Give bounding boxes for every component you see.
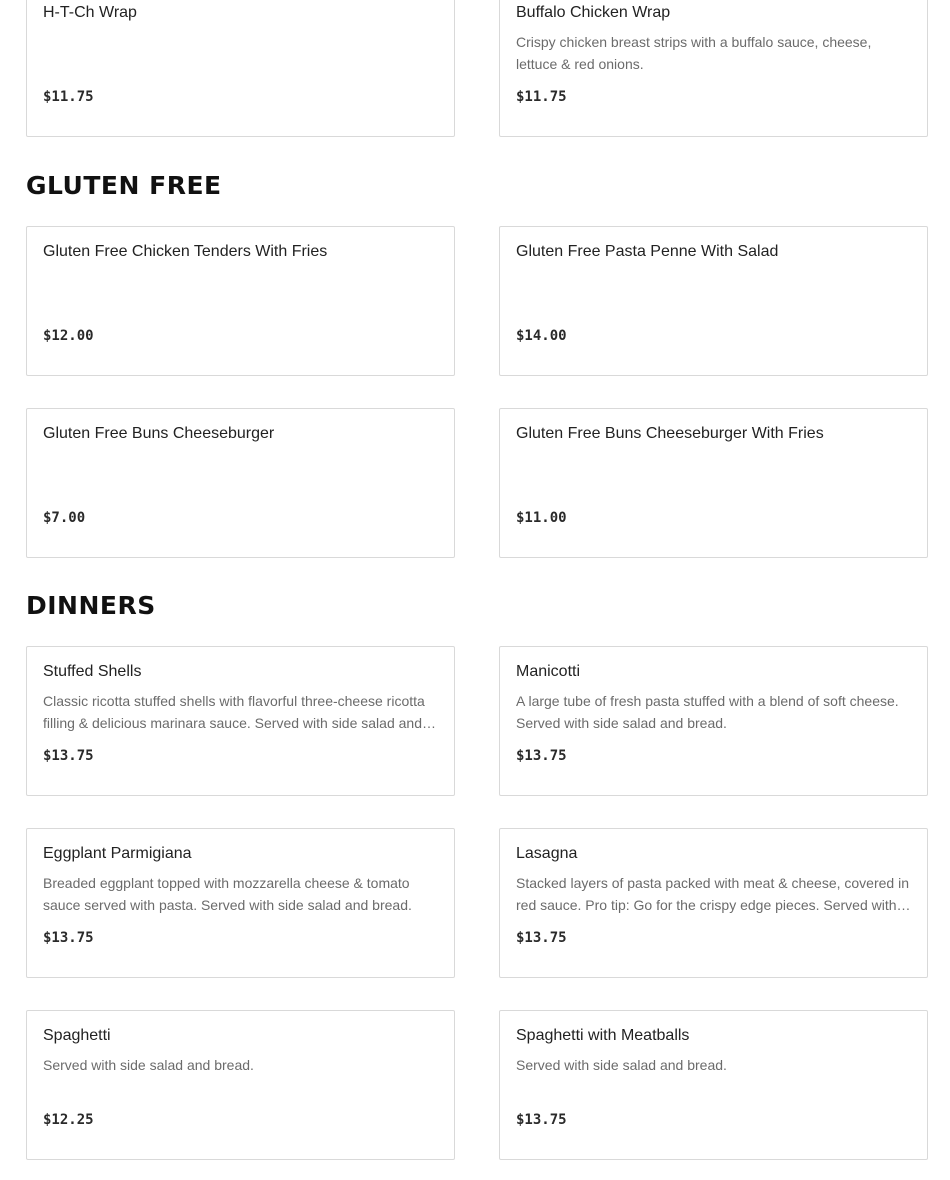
menu-item-price: $13.75 — [43, 930, 94, 946]
section-title-dinners: DINNERS — [26, 591, 156, 620]
menu-item-price: $11.75 — [516, 89, 567, 105]
menu-item-name: Gluten Free Pasta Penne With Salad — [516, 243, 779, 260]
menu-item-price: $13.75 — [43, 748, 94, 764]
menu-item-price: $14.00 — [516, 328, 567, 344]
menu-item-card[interactable] — [26, 646, 455, 796]
menu-item-card[interactable] — [499, 226, 928, 376]
menu-item-card[interactable] — [499, 408, 928, 558]
menu-item-price: $12.00 — [43, 328, 94, 344]
menu-item-card[interactable] — [499, 828, 928, 978]
menu-item-card[interactable] — [499, 1010, 928, 1160]
menu-item-card[interactable] — [26, 408, 455, 558]
menu-item-price: $11.00 — [516, 510, 567, 526]
menu-item-description: Served with side salad and bread. — [43, 1057, 254, 1073]
menu-item-name: Gluten Free Buns Cheeseburger — [43, 425, 275, 442]
menu-item-card[interactable] — [26, 828, 455, 978]
menu-item-description: A large tube of fresh pasta stuffed with a blend of soft cheese. Served with side salad and bread. — [516, 693, 899, 731]
menu-item-name: Gluten Free Chicken Tenders With Fries — [43, 243, 328, 260]
menu-item-price: $11.75 — [43, 89, 94, 105]
menu-item-price: $7.00 — [43, 510, 86, 526]
menu-item-name: Spaghetti with Meatballs — [516, 1027, 690, 1044]
menu-item-price: $13.75 — [516, 930, 567, 946]
menu-item-name: Stuffed Shells — [43, 663, 142, 680]
section-title-gluten-free: GLUTEN FREE — [26, 171, 222, 200]
menu-item-card[interactable] — [26, 226, 455, 376]
menu-item-name: Lasagna — [516, 845, 578, 862]
menu-item-description: Stacked layers of pasta packed with meat & cheese, covered in red sauce. Pro tip: Go for the crispy edge pieces. Served with — [516, 875, 909, 913]
menu-item-name: Spaghetti — [43, 1027, 111, 1044]
menu-item-name: Gluten Free Buns Cheeseburger With Fries — [516, 425, 824, 442]
menu-item-name: Eggplant Parmigiana — [43, 845, 192, 862]
menu-item-card[interactable] — [26, 0, 455, 137]
menu-item-description: Classic ricotta stuffed shells with flavorful three-cheese ricotta filling & delicious marinara sauce. Served with side salad and — [43, 693, 425, 731]
menu-item-name: H-T-Ch Wrap — [43, 4, 137, 21]
menu-item-description: Served with side salad and bread. — [516, 1057, 727, 1073]
menu-item-price: $13.75 — [516, 748, 567, 764]
menu-item-price: $12.25 — [43, 1112, 94, 1128]
menu-item-card[interactable] — [26, 1010, 455, 1160]
menu-item-name: Manicotti — [516, 663, 581, 680]
menu-item-card[interactable] — [499, 0, 928, 137]
menu-item-description: Breaded eggplant topped with mozzarella cheese & tomato sauce served with pasta. Served with side salad and bread. — [43, 875, 412, 913]
menu-item-description: Crispy chicken breast strips with a buffalo sauce, cheese, lettuce & red onions. — [516, 34, 872, 72]
menu-item-card[interactable] — [499, 646, 928, 796]
menu-item-name: Buffalo Chicken Wrap — [516, 4, 671, 21]
menu-item-price: $13.75 — [516, 1112, 567, 1128]
